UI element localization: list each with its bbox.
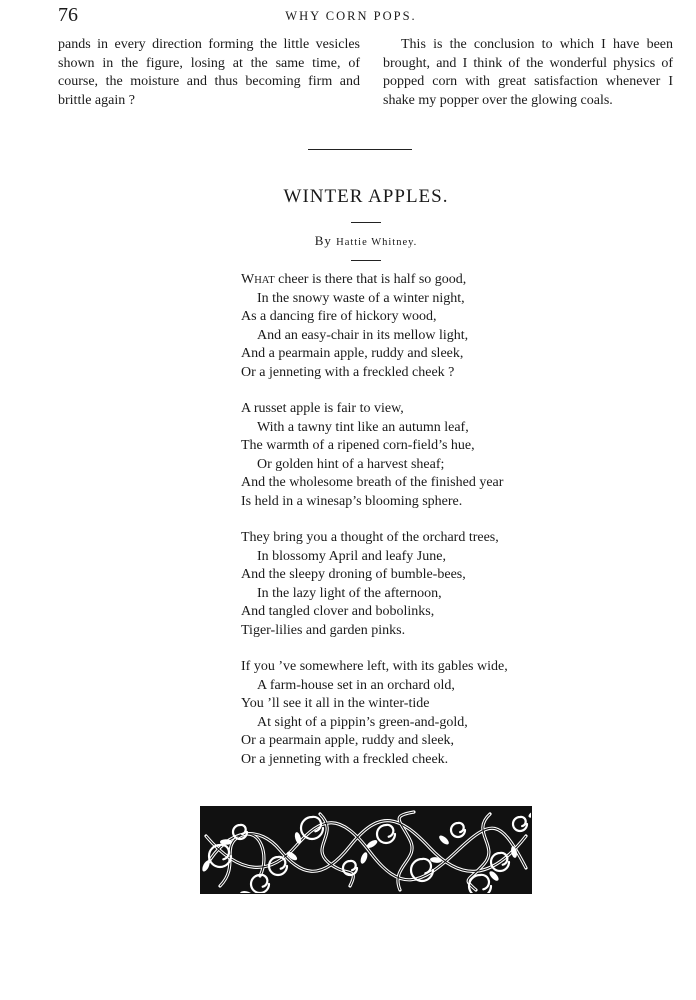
- poem-title: WINTER APPLES.: [283, 186, 449, 207]
- drop-initial: W: [241, 272, 255, 287]
- poem-line-text: Or a jenneting with a freckled cheek.: [241, 751, 449, 767]
- byline-prefix: By: [314, 233, 332, 248]
- page-number: 76: [58, 4, 78, 26]
- poem-line-text: They bring you a thought of the orchard trees,: [241, 530, 499, 545]
- poem-line: [241, 585, 581, 604]
- poem-line-text: In the lazy light of the afternoon,: [257, 585, 442, 601]
- poem-line: [241, 271, 581, 290]
- byline: [0, 233, 696, 249]
- right-column: [383, 36, 673, 110]
- poem-line-text: The warmth of a ripened corn-field’s hue,: [241, 438, 475, 453]
- poem-line: [241, 474, 581, 493]
- poem-line: [241, 714, 581, 733]
- left-column: [58, 36, 360, 110]
- right-paragraph: This is the conclusion to which I have been brought, and I think of the wonderful physics of popped corn with great satisfaction whenever I shake my popper over the glowing coals.: [383, 37, 673, 108]
- poem-line-text: If you ’ve somewhere left, with its gables wide,: [241, 659, 508, 674]
- poem-line-text: And the wholesome breath of the finished year: [241, 475, 504, 490]
- poem-line: [241, 566, 581, 585]
- poem-stanza: [241, 529, 581, 640]
- poem-line-text: Is held in a winesap’s blooming sphere.: [241, 493, 463, 509]
- poem-line: [241, 327, 581, 346]
- poem-line: [241, 603, 581, 622]
- poem-line-text: A farm-house set in an orchard old,: [257, 677, 455, 693]
- poem-line: [241, 529, 581, 548]
- floral-scroll-ornament-icon: [200, 806, 532, 894]
- poem-line: [241, 658, 581, 677]
- poem-line-text: In the snowy waste of a winter night,: [257, 290, 465, 306]
- poem-line-text: And tangled clover and bobolinks,: [241, 604, 435, 619]
- poem-line: [241, 622, 581, 641]
- author-name: Hattie Whitney.: [336, 237, 418, 248]
- title-rule: [351, 222, 381, 223]
- poem-stanza: [241, 658, 581, 769]
- poem-line: [241, 751, 581, 770]
- small-caps-lead: HAT: [254, 275, 275, 286]
- poem-line-text: With a tawny tint like an autumn leaf,: [257, 419, 469, 435]
- poem-line-text: Tiger-lilies and garden pinks.: [241, 622, 406, 638]
- poem-line: [241, 400, 581, 419]
- left-paragraph: pands in every direction forming the little vesicles shown in the figure, losing at the same time, of course, the moisture and thus becoming firm and brittle again ?: [58, 37, 360, 108]
- section-separator-rule: [308, 149, 412, 150]
- poem-line-text: At sight of a pippin’s green-and-gold,: [257, 714, 468, 730]
- poem-line-text: A russet apple is fair to view,: [241, 401, 404, 416]
- poem-body: [241, 271, 581, 787]
- byline-rule: [351, 260, 381, 261]
- poem-line: [241, 456, 581, 475]
- poem-line: [241, 493, 581, 512]
- poem-line: [241, 290, 581, 309]
- poem-line: [241, 419, 581, 438]
- poem-line-text: And the sleepy droning of bumble-bees,: [241, 567, 466, 582]
- poem-line: [241, 677, 581, 696]
- poem-line: [241, 695, 581, 714]
- poem-line: [241, 364, 581, 383]
- poem-line: [241, 345, 581, 364]
- poem-line: [241, 308, 581, 327]
- poem-line-text: cheer is there that is half so good,: [274, 272, 467, 287]
- poem-line: [241, 548, 581, 567]
- poem-line-text: Or golden hint of a harvest sheaf;: [257, 456, 445, 472]
- poem-line-text: In blossomy April and leafy June,: [257, 548, 446, 564]
- poem-line-text: And an easy-chair in its mellow light,: [257, 327, 469, 343]
- poem-line-text: As a dancing fire of hickory wood,: [241, 309, 437, 324]
- poem-line-text: Or a pearmain apple, ruddy and sleek,: [241, 733, 455, 748]
- poem-line-text: And a pearmain apple, ruddy and sleek,: [241, 346, 464, 361]
- poem-line: [241, 437, 581, 456]
- poem-line-text: Or a jenneting with a freckled cheek ?: [241, 364, 455, 380]
- page-header: [58, 4, 644, 28]
- poem-line: [241, 732, 581, 751]
- running-title: WHY CORN POPS.: [285, 9, 417, 23]
- poem-stanza: [241, 400, 581, 511]
- poem-line-text: You ’ll see it all in the winter-tide: [241, 696, 430, 711]
- poem-stanza: [241, 271, 581, 382]
